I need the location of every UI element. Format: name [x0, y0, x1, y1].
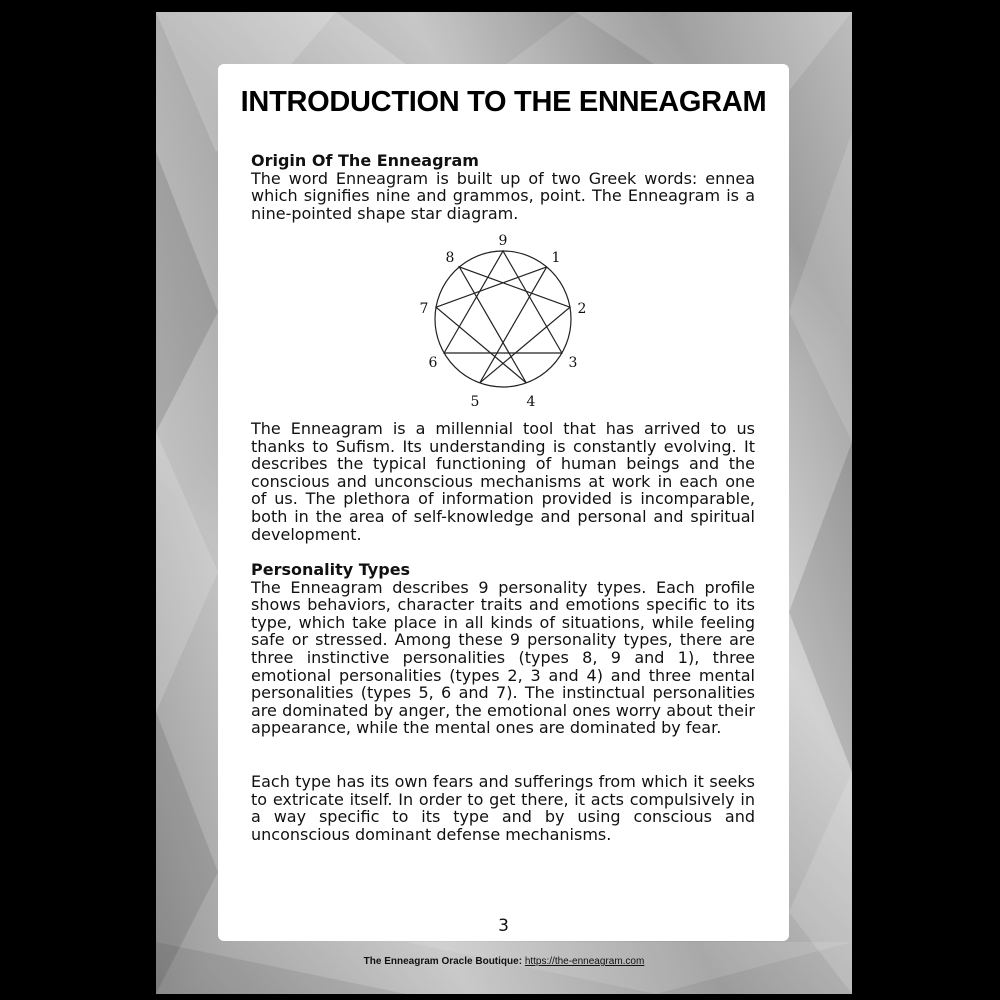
label-2: 2: [577, 301, 587, 317]
personality-heading: Personality Types: [251, 560, 411, 579]
enneagram-diagram: [413, 229, 593, 409]
footer: [156, 956, 852, 967]
label-1: 1: [551, 250, 561, 266]
label-4: 4: [526, 394, 536, 409]
enneagram-circle: [435, 251, 571, 387]
label-6: 6: [428, 355, 438, 371]
content-card: [218, 64, 789, 941]
origin-section: [251, 152, 755, 222]
footer-label: The Enneagram Oracle Boutique:: [363, 956, 523, 967]
label-5: 5: [470, 394, 480, 409]
label-8: 8: [445, 250, 455, 266]
fears-paragraph: Each type has its own fears and sufferings from which it seeks to extricate itself. In order to get there, it acts compulsively in a way specific to its type and by using conscious and unconscious dominant defense mechanisms.: [251, 772, 755, 844]
footer-link[interactable]: https://the-enneagram.com: [524, 956, 645, 967]
personality-section: [251, 561, 755, 737]
label-7: 7: [419, 301, 429, 317]
document-page: [156, 12, 852, 994]
enneagram-hexad: [436, 267, 570, 383]
page-title: INTRODUCTION TO THE ENNEAGRAM: [240, 86, 767, 118]
origin-body: The word Enneagram is built up of two Greek words: ennea which signifies nine and grammos, point. The Enneagram is a nine-pointed shape star diagram.: [251, 168, 755, 223]
intro-paragraph: The Enneagram is a millennial tool that has arrived to us thanks to Sufism. Its understanding is constantly evolving. It describes the typical functioning of human beings and the conscious and unconscious mechanisms at work in each one of us. The plethora of information provided is incomparable, both in the area of self-knowledge and personal and spiritual development.: [251, 419, 755, 544]
label-3: 3: [568, 355, 578, 371]
personality-body: The Enneagram describes 9 personality types. Each profile shows behaviors, character traits and emotions specific to its type, which take place in all kinds of situations, while feeling safe or stressed. Among these 9 personality types, there are three instinctive personalities (types 8, 9 and 1), three emotional personalities (types 2, 3 and 4) and three mental personalities (types 5, 6 and 7). The instinctual personalities are dominated by anger, the emotional ones worry about their appearance, while the mental ones are dominated by fear.: [251, 577, 755, 738]
origin-heading: Origin Of The Enneagram: [251, 151, 479, 170]
page-number: 3: [498, 916, 509, 936]
label-9: 9: [498, 233, 508, 249]
enneagram-triangle: [444, 251, 562, 353]
